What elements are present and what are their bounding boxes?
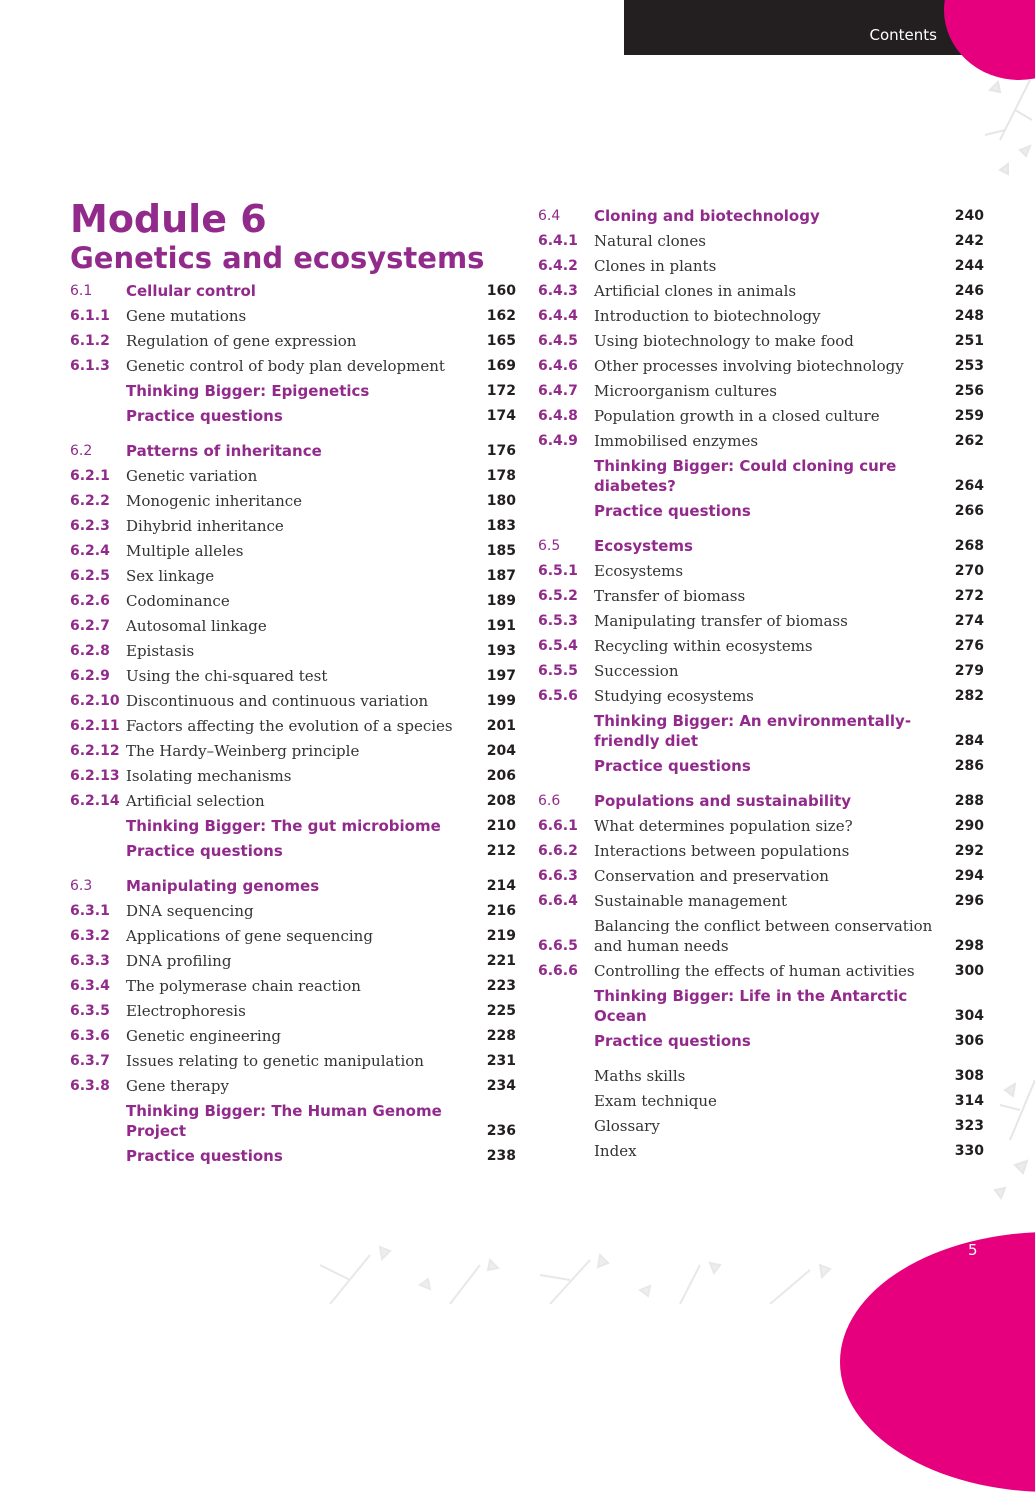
toc-entry-page: 191 [486,618,516,634]
toc-entry-number: 6.3.4 [70,978,110,994]
toc-entry-number: 6.3.1 [70,903,110,919]
toc-entry[interactable] [538,304,984,329]
toc-entry[interactable] [538,204,984,229]
toc-entry-number: 6.4.2 [538,258,578,274]
toc-entry[interactable] [538,279,984,304]
toc-entry-number: 6.2.5 [70,568,110,584]
toc-entry-number: 6.2.2 [70,493,110,509]
toc-entry[interactable] [538,559,984,584]
toc-entry-page: 288 [954,793,984,809]
toc-entry[interactable] [70,714,516,739]
toc-entry-page: 199 [486,693,516,709]
toc-entry-page: 259 [954,408,984,424]
toc-entry[interactable] [538,379,984,404]
toc-entry-page: 160 [486,283,516,299]
toc-entry-title: Gene therapy [126,1077,229,1095]
toc-entry[interactable] [70,539,516,564]
toc-entry-page: 206 [486,768,516,784]
toc-entry-title: The polymerase chain reaction [126,977,361,995]
toc-entry-number: 6.3.6 [70,1028,110,1044]
toc-entry-page: 266 [954,503,984,519]
toc-entry-number: 6.4.9 [538,433,578,449]
toc-entry-page: 162 [486,308,516,324]
toc-entry[interactable] [538,329,984,354]
toc-entry-page: 185 [486,543,516,559]
toc-entry-page: 300 [954,963,984,979]
toc-entry-title: Dihybrid inheritance [126,517,284,535]
toc-entry[interactable] [538,814,984,839]
toc-entry-title: Succession [594,662,679,680]
toc-entry-page: 180 [486,493,516,509]
toc-entry-page: 236 [486,1123,516,1139]
leaf-pattern-right-icon [960,80,1035,190]
toc-entry-title: Cloning and biotechnology [594,207,820,225]
toc-entry-number: 6.1.2 [70,333,110,349]
toc-entry-title: Epistasis [126,642,195,660]
toc-entry-title: Controlling the effects of human activities [594,962,915,980]
toc-entry-number: 6.5.6 [538,688,578,704]
toc-entry[interactable] [538,584,984,609]
toc-entry-number: 6.3.3 [70,953,110,969]
toc-entry[interactable] [538,229,984,254]
toc-entry-title: Gene mutations [126,307,247,325]
toc-entry-title: Transfer of biomass [594,587,746,605]
toc-entry-page: 272 [954,588,984,604]
toc-entry-title: Populations and sustainability [594,792,852,810]
toc-entry-title: Multiple alleles [126,542,244,560]
toc-entry[interactable] [70,489,516,514]
leaf-pattern-bottom-icon [300,1235,840,1304]
module-subtitle: Genetics and ecosystems [70,241,485,275]
toc-entry-title: Genetic control of body plan development [126,357,445,375]
toc-entry-page: 189 [486,593,516,609]
toc-entry-title: Using biotechnology to make food [594,332,854,350]
toc-entry-number: 6.2.1 [70,468,110,484]
toc-entry-title: Index [594,1142,637,1160]
toc-entry-page: 292 [954,843,984,859]
toc-entry-page: 169 [486,358,516,374]
toc-entry-title: Genetic engineering [126,1027,281,1045]
toc-entry-title: Practice questions [594,502,751,520]
toc-entry-number: 6.6 [538,793,561,809]
toc-entry-title: Issues relating to genetic manipulation [126,1052,424,1070]
toc-entry[interactable] [538,1064,984,1089]
toc-entry-title: Manipulating transfer of biomass [594,612,848,630]
toc-entry[interactable] [538,789,984,814]
toc-entry-number: 6.6.6 [538,963,578,979]
toc-entry[interactable] [538,534,984,559]
toc-entry[interactable] [538,1089,984,1114]
toc-entry-number: 6.5.5 [538,663,578,679]
toc-entry-page: 225 [486,1003,516,1019]
toc-entry-title: Practice questions [594,1032,751,1050]
toc-entry-page: 178 [486,468,516,484]
toc-entry[interactable] [538,984,984,1029]
toc-entry[interactable] [538,1139,984,1164]
toc-entry-title: Microorganism cultures [594,382,777,400]
toc-entry[interactable] [70,614,516,639]
toc-entry-page: 286 [954,758,984,774]
toc-entry-page: 330 [954,1143,984,1159]
toc-entry[interactable] [538,499,984,524]
toc-entry-title: The Hardy–Weinberg principle [126,742,360,760]
toc-entry-page: 276 [954,638,984,654]
toc-entry-title: Isolating mechanisms [126,767,292,785]
toc-entry[interactable] [538,754,984,779]
toc-entry-title: Thinking Bigger: The Human Genome Project [126,1102,442,1140]
toc-entry[interactable] [70,439,516,464]
toc-entry-number: 6.2.14 [70,793,120,809]
toc-entry[interactable] [70,814,516,839]
toc-entry-title: Thinking Bigger: The gut microbiome [126,817,441,835]
toc-entry-number: 6.4.6 [538,358,578,374]
toc-entry-page: 193 [486,643,516,659]
toc-entry-page: 294 [954,868,984,884]
toc-entry-page: 306 [954,1033,984,1049]
toc-entry-number: 6.6.1 [538,818,578,834]
toc-entry-title: Sustainable management [594,892,788,910]
toc-entry-page: 201 [486,718,516,734]
toc-entry-title: Clones in plants [594,257,717,275]
toc-entry-page: 221 [486,953,516,969]
toc-entry-number: 6.2.6 [70,593,110,609]
toc-entry-page: 176 [486,443,516,459]
toc-entry-title: Balancing the conflict between conservation and human needs [594,917,933,955]
toc-entry[interactable] [70,839,516,864]
toc-entry-title: Codominance [126,592,230,610]
toc-entry-title: What determines population size? [594,817,853,835]
toc-entry-title: Introduction to biotechnology [594,307,821,325]
page-number: 5 [968,1241,978,1259]
toc-entry-page: 264 [954,478,984,494]
toc-entry-title: Thinking Bigger: Life in the Antarctic Ocean [594,987,908,1025]
toc-entry[interactable] [70,739,516,764]
toc-entry-title: Practice questions [126,1147,283,1165]
toc-entry-page: 204 [486,743,516,759]
toc-entry-number: 6.2.4 [70,543,110,559]
toc-entry[interactable] [70,999,516,1024]
toc-entry-title: Ecosystems [594,537,693,555]
toc-entry[interactable] [538,429,984,454]
toc-entry[interactable] [538,889,984,914]
toc-entry-number: 6.2.13 [70,768,120,784]
toc-entry-title: Using the chi-squared test [126,667,328,685]
toc-entry-page: 284 [954,733,984,749]
toc-entry[interactable] [538,839,984,864]
toc-entry-page: 244 [954,258,984,274]
toc-entry-page: 172 [486,383,516,399]
toc-entry-page: 183 [486,518,516,534]
toc-entry-title: Sex linkage [126,567,215,585]
toc-entry[interactable] [70,1144,516,1169]
toc-entry-title: Maths skills [594,1067,686,1085]
toc-entry-number: 6.2.8 [70,643,110,659]
toc-entry-title: Monogenic inheritance [126,492,303,510]
leaf-pattern-right-low-icon [990,1070,1035,1210]
toc-entry[interactable] [538,609,984,634]
toc-entry-page: 308 [954,1068,984,1084]
toc-entry-page: 251 [954,333,984,349]
toc-entry-title: Electrophoresis [126,1002,246,1020]
toc-entry[interactable] [70,1049,516,1074]
toc-entry[interactable] [70,329,516,354]
toc-entry-number: 6.5.4 [538,638,578,654]
toc-entry-number: 6.6.2 [538,843,578,859]
toc-entry[interactable] [70,924,516,949]
toc-entry[interactable] [70,974,516,999]
toc-entry-number: 6.6.4 [538,893,578,909]
toc-entry[interactable] [538,404,984,429]
toc-entry-page: 274 [954,613,984,629]
toc-entry[interactable] [70,949,516,974]
toc-entry[interactable] [70,589,516,614]
toc-entry-page: 298 [954,938,984,954]
toc-entry-number: 6.6.3 [538,868,578,884]
toc-entry-page: 268 [954,538,984,554]
toc-entry[interactable] [538,684,984,709]
toc-entry-title: Autosomal linkage [126,617,267,635]
toc-entry[interactable] [538,914,984,959]
toc-entry-page: 165 [486,333,516,349]
toc-entry-page: 290 [954,818,984,834]
toc-entry[interactable] [70,1024,516,1049]
toc-entry-number: 6.2.12 [70,743,120,759]
toc-entry-number: 6.5 [538,538,561,554]
toc-entry[interactable] [538,659,984,684]
toc-entry-title: Thinking Bigger: Epigenetics [126,382,370,400]
toc-entry-title: Exam technique [594,1092,717,1110]
toc-entry-title: Practice questions [126,842,283,860]
toc-entry-number: 6.6.5 [538,938,578,954]
toc-entry-page: 219 [486,928,516,944]
toc-entry-title: Regulation of gene expression [126,332,357,350]
toc-entry-number: 6.2.3 [70,518,110,534]
toc-entry-page: 242 [954,233,984,249]
header-title: Contents [869,26,937,44]
toc-entry[interactable] [70,899,516,924]
toc-entry-title: Applications of gene sequencing [126,927,373,945]
toc-entry-page: 210 [486,818,516,834]
toc-entry-number: 6.4.4 [538,308,578,324]
toc-entry[interactable] [70,664,516,689]
toc-entry-title: Conservation and preservation [594,867,829,885]
toc-entry[interactable] [538,634,984,659]
toc-entry-page: 216 [486,903,516,919]
toc-entry[interactable] [70,689,516,714]
toc-entry-number: 6.3.2 [70,928,110,944]
toc-entry-page: 238 [486,1148,516,1164]
toc-entry-title: Interactions between populations [594,842,850,860]
toc-entry-page: 296 [954,893,984,909]
toc-entry[interactable] [538,254,984,279]
module-title: Module 6 [70,197,267,241]
toc-entry-number: 6.2 [70,443,93,459]
toc-entry-number: 6.3.7 [70,1053,110,1069]
toc-entry-number: 6.4.3 [538,283,578,299]
toc-entry-title: Immobilised enzymes [594,432,759,450]
toc-entry-number: 6.2.11 [70,718,120,734]
toc-entry[interactable] [70,1074,516,1099]
toc-entry-page: 197 [486,668,516,684]
toc-entry-page: 262 [954,433,984,449]
toc-entry-title: Practice questions [126,407,283,425]
toc-entry-page: 240 [954,208,984,224]
toc-entry-page: 323 [954,1118,984,1134]
toc-entry[interactable] [70,404,516,429]
toc-entry-number: 6.1.1 [70,308,110,324]
toc-entry[interactable] [538,354,984,379]
toc-entry-page: 187 [486,568,516,584]
toc-entry-number: 6.3.5 [70,1003,110,1019]
toc-entry-title: Discontinuous and continuous variation [126,692,429,710]
toc-entry-title: Other processes involving biotechnology [594,357,904,375]
toc-entry-page: 246 [954,283,984,299]
module-heading [70,197,485,275]
toc-entry-title: Cellular control [126,282,256,300]
toc-entry-number: 6.4.5 [538,333,578,349]
toc-entry[interactable] [70,354,516,379]
toc-entry-page: 214 [486,878,516,894]
toc-entry-page: 270 [954,563,984,579]
toc-entry[interactable] [70,874,516,899]
toc-entry-title: Patterns of inheritance [126,442,322,460]
toc-entry-title: Thinking Bigger: Could cloning cure diabetes? [594,457,897,495]
toc-entry[interactable] [70,639,516,664]
toc-entry-title: Manipulating genomes [126,877,320,895]
toc-entry[interactable] [70,564,516,589]
toc-entry-title: Factors affecting the evolution of a species [126,717,453,735]
toc-entry-number: 6.1 [70,283,93,299]
toc-entry-page: 256 [954,383,984,399]
toc-entry-number: 6.4 [538,208,561,224]
toc-entry-number: 6.4.7 [538,383,578,399]
toc-entry-title: Ecosystems [594,562,684,580]
toc-entry-page: 314 [954,1093,984,1109]
toc-entry-title: Practice questions [594,757,751,775]
toc-entry[interactable] [70,304,516,329]
toc-entry-page: 208 [486,793,516,809]
toc-entry[interactable] [70,514,516,539]
toc-entry-title: Studying ecosystems [594,687,754,705]
toc-entry[interactable] [538,959,984,984]
toc-entry-page: 231 [486,1053,516,1069]
toc-entry-page: 174 [486,408,516,424]
toc-entry-page: 248 [954,308,984,324]
toc-entry[interactable] [538,864,984,889]
toc-right-column [538,204,984,1164]
corner-decoration-top [944,0,1035,80]
toc-entry-title: Recycling within ecosystems [594,637,813,655]
toc-entry-number: 6.3 [70,878,93,894]
toc-entry-page: 212 [486,843,516,859]
toc-entry-page: 234 [486,1078,516,1094]
toc-entry-number: 6.3.8 [70,1078,110,1094]
toc-entry-title: Population growth in a closed culture [594,407,880,425]
toc-entry-page: 304 [954,1008,984,1024]
toc-entry-page: 253 [954,358,984,374]
toc-entry[interactable] [538,1029,984,1054]
toc-entry-title: DNA sequencing [126,902,254,920]
toc-entry-title: Genetic variation [126,467,258,485]
toc-entry-number: 6.2.9 [70,668,110,684]
toc-entry[interactable] [538,454,984,499]
toc-entry[interactable] [538,709,984,754]
toc-entry-title: Artificial clones in animals [594,282,797,300]
toc-entry-page: 223 [486,978,516,994]
toc-entry-title: Glossary [594,1117,660,1135]
toc-entry-number: 6.5.3 [538,613,578,629]
toc-entry-number: 6.4.1 [538,233,578,249]
toc-entry-page: 282 [954,688,984,704]
toc-entry[interactable] [70,1099,516,1144]
toc-entry-number: 6.1.3 [70,358,110,374]
toc-entry[interactable] [70,464,516,489]
toc-entry-number: 6.5.1 [538,563,578,579]
toc-entry-title: Natural clones [594,232,706,250]
toc-entry-title: DNA profiling [126,952,232,970]
toc-entry-page: 228 [486,1028,516,1044]
toc-entry-number: 6.2.7 [70,618,110,634]
toc-entry-number: 6.5.2 [538,588,578,604]
toc-entry[interactable] [538,1114,984,1139]
toc-entry[interactable] [70,789,516,814]
toc-entry[interactable] [70,279,516,304]
toc-entry-title: Thinking Bigger: An environmentally-friendly diet [594,712,912,750]
toc-entry-number: 6.2.10 [70,693,120,709]
toc-entry[interactable] [70,379,516,404]
toc-entry[interactable] [70,764,516,789]
corner-decoration-bottom [840,1232,1035,1492]
toc-entry-page: 279 [954,663,984,679]
toc-entry-title: Artificial selection [126,792,265,810]
toc-left-column [70,279,516,1169]
toc-entry-number: 6.4.8 [538,408,578,424]
